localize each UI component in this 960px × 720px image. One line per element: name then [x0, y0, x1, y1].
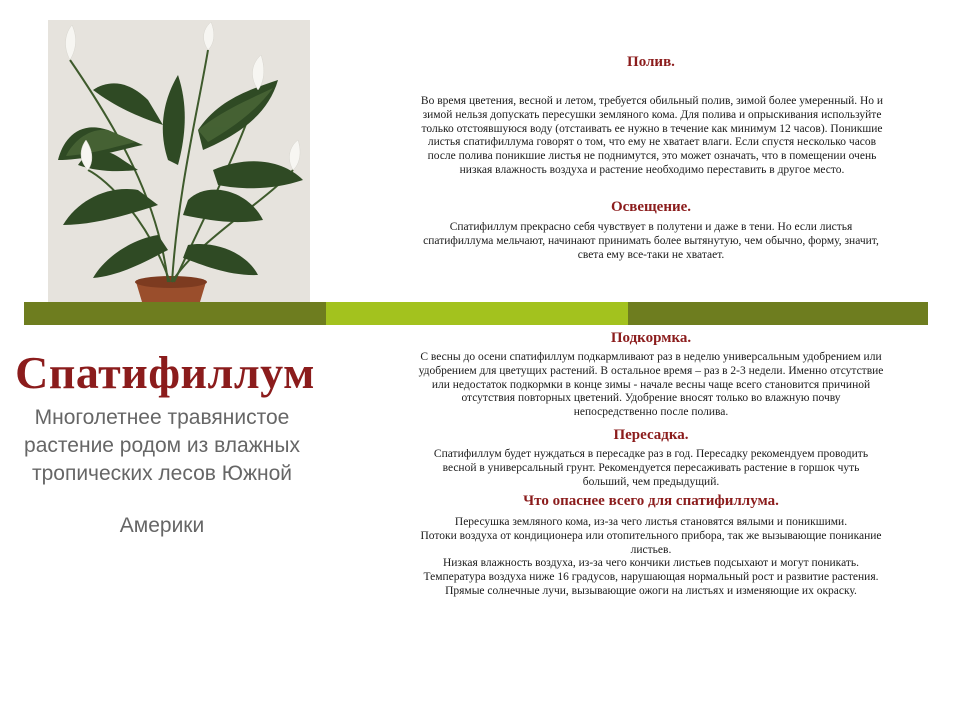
text-line: Низкая влажность воздуха, из-за чего кончики листьев подсыхают и могут поникать.	[442, 557, 860, 570]
divider-bar-right	[628, 302, 928, 325]
text-line: низкая влажность воздуха и растение необходимо переставить в другое место.	[459, 163, 845, 176]
section-light-heading	[346, 199, 956, 216]
text-line: только отстоявшуюся воду (отстаивать ее нужно в течение как минимум 12 часов). Поникшие	[421, 122, 883, 135]
section-heading: Полив.	[627, 54, 675, 70]
plant-photo	[48, 20, 310, 302]
section-danger-body	[346, 516, 956, 599]
section-transplant-heading	[346, 427, 956, 444]
section-danger-heading	[346, 493, 956, 510]
text-line: Спатифиллум будет нуждаться в пересадке раз в год. Пересадку рекомендуем проводить	[433, 448, 869, 460]
section-light-body	[346, 221, 956, 262]
text-line: или недостаток подкормки в конце зимы - начале весны чаще всего становится причиной	[431, 378, 871, 391]
text-line: спатифиллума мельчают, начинают принимать более вытянутую, чем обычно, форму, значит,	[423, 234, 879, 247]
text-line: Температура воздуха ниже 16 градусов, нарушающая нормальный рост и развитие растения.	[423, 571, 879, 584]
text-line: весной в универсальный грунт. Рекомендуется пересаживать растение в горшок чуть	[442, 461, 860, 474]
page-subtitle-tail: Америки	[119, 514, 205, 537]
section-feeding-heading	[346, 330, 956, 347]
text-line: Спатифиллум прекрасно себя чувствует в полутени и даже в тени. Но если листья	[449, 221, 853, 233]
page-title: Спатифиллум	[15, 347, 315, 398]
text-line: Во время цветения, весной и летом, требуется обильный полив, зимой более умеренный. Но и	[420, 95, 884, 107]
text-line: Потоки воздуха от кондиционера или отопительного прибора, так же вызывающие поникание	[420, 529, 882, 542]
text-line: больший, чем предыдущий.	[582, 475, 720, 488]
section-transplant-body	[346, 448, 956, 489]
text-line: Прямые солнечные лучи, вызывающие ожоги на листьях и изменяющие их окраску.	[445, 584, 857, 597]
page-subtitle: Многолетнее травянистое растение родом из влажных тропических лесов Южной	[24, 406, 300, 485]
divider-bar-middle	[326, 302, 628, 325]
section-feeding-body	[346, 351, 956, 420]
text-line: непосредственно после полива.	[573, 406, 729, 419]
section-heading: Освещение.	[610, 199, 692, 215]
text-line: после полива поникшие листья не поднимутся, это может означать, что в помещении очень	[427, 150, 877, 163]
text-line: С весны до осени спатифиллум подкармливают раз в неделю универсальным удобрением или	[420, 351, 882, 363]
text-line: отсутствия повторных цветений. Удобрение вносят только во влажную почву	[461, 392, 841, 405]
text-line: Пересушка земляного кома, из-за чего листья становятся вялыми и поникшими.	[454, 516, 848, 528]
section-heading: Подкормка.	[610, 330, 692, 346]
text-line: зимой нельзя допускать пересушки земляного кома. Для полива и опрыскивания используйте	[422, 108, 882, 121]
plant-photo-icon	[48, 20, 310, 302]
section-watering-body	[350, 95, 954, 178]
section-watering-heading	[346, 54, 956, 71]
section-heading: Что опаснее всего для спатифиллума.	[523, 493, 779, 509]
text-line: листьев.	[630, 543, 672, 556]
divider-bar-left	[24, 302, 326, 325]
section-heading: Пересадка.	[613, 427, 689, 443]
text-line: удобрением для цветущих растений. В остальное время – раз в 2-3 недели. Именно отсутствие	[418, 364, 884, 377]
text-line: листья спатифиллума говорят о том, что ему не хватает влаги. Если спустя несколько часов	[427, 136, 877, 149]
text-line: света ему все-таки не хватает.	[577, 248, 725, 261]
